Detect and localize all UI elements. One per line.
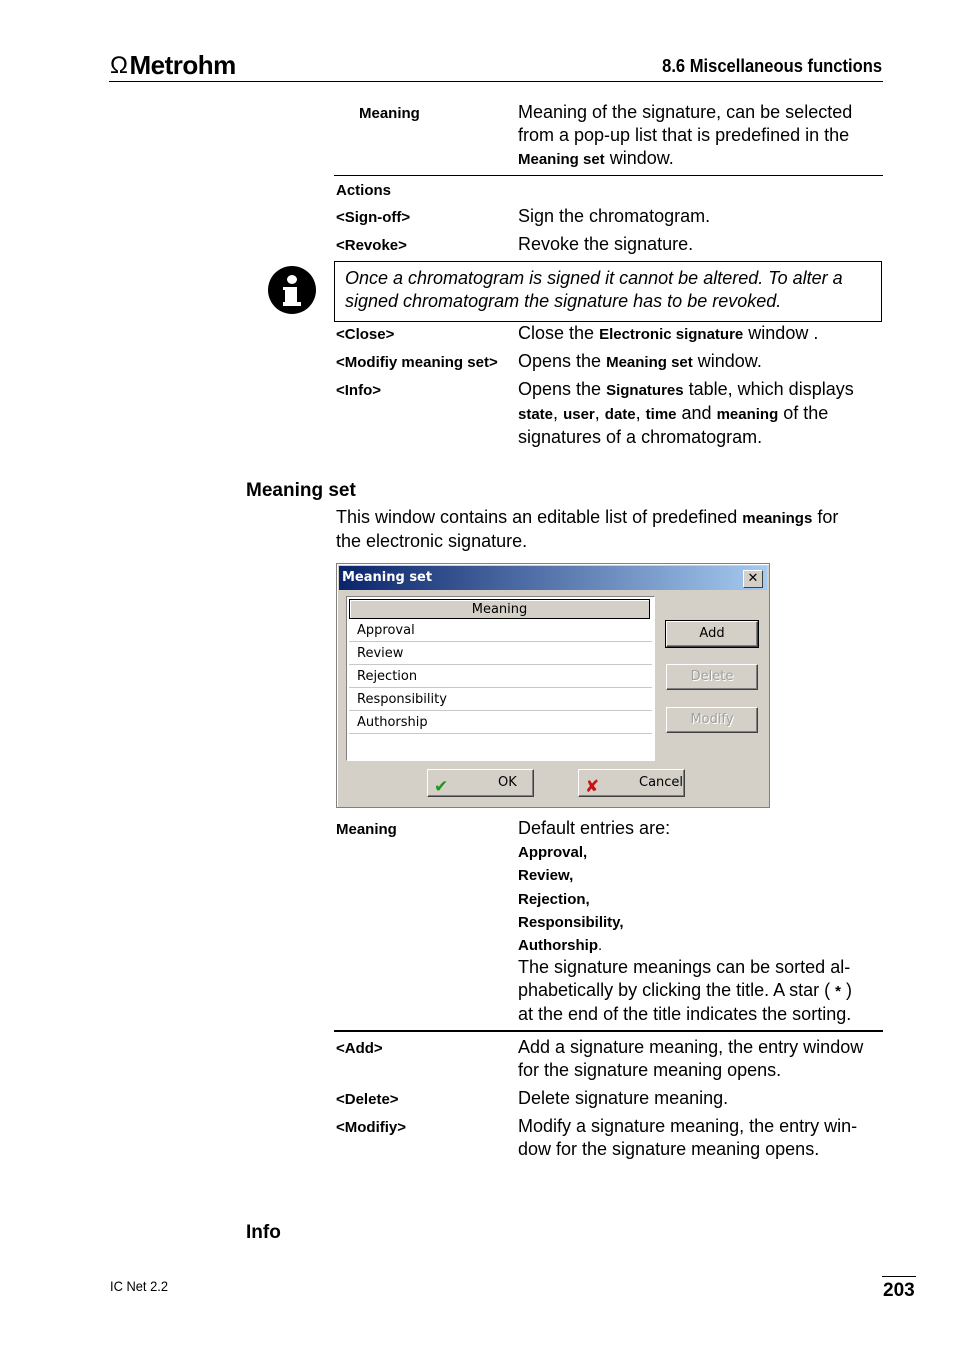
meaning-desc: Meaning of the signature, can be selected from a pop-up list that is predefined in the Meaning set window. [518, 102, 853, 168]
default-entry: Approval, [518, 844, 588, 861]
ok-button[interactable] [427, 769, 534, 797]
note-text: Once a chromatogram is signed it cannot be altered. To alter a signed chromatogram the signature has to be revoked. [345, 268, 843, 311]
meaning-list[interactable] [346, 596, 655, 761]
dialog-titlebar [339, 566, 767, 590]
product-name: IC Net 2.2 [110, 1278, 168, 1294]
default-entry: Rejection, [518, 891, 590, 908]
delete-label: <Delete> [336, 1091, 399, 1108]
info-label: <Info> [336, 382, 382, 399]
actions-label: Actions [336, 182, 392, 199]
sort-text: The signature meanings can be sorted al- phabetically by clicking the title. A star ( * ) at the end of the title indicates the sorting. [518, 957, 853, 1024]
add-label: <Add> [336, 1040, 383, 1057]
meaning-label: Meaning [359, 105, 420, 122]
list-item[interactable]: Approval [349, 620, 652, 642]
signoff-desc: Sign the chromatogram. [518, 206, 711, 226]
meaning-label-2: Meaning [336, 821, 397, 838]
page-number: 203 [883, 1280, 915, 1301]
modify-button[interactable]: Modify [666, 707, 758, 733]
divider [334, 1030, 883, 1032]
cancel-button[interactable] [578, 769, 685, 797]
add-desc: Add a signature meaning, the entry window for the signature meaning opens. [518, 1037, 864, 1080]
header-rule [109, 81, 883, 82]
ok-label: OK [498, 775, 517, 790]
check-icon: ✔ [434, 777, 449, 797]
delete-button[interactable]: Delete [666, 664, 758, 690]
modify-set-label: <Modifiy meaning set> [336, 354, 498, 371]
modify-desc: Modify a signature meaning, the entry win- dow for the signature meaning opens. [518, 1116, 858, 1159]
add-button[interactable]: Add [666, 621, 758, 647]
close-label: <Close> [336, 326, 395, 343]
section-title: 8.6 Miscellaneous functions [662, 56, 882, 76]
signoff-label: <Sign-off> [336, 209, 411, 226]
meaning-set-dialog [336, 563, 770, 808]
list-item[interactable]: Responsibility [349, 689, 652, 711]
info-icon [268, 266, 316, 314]
modify-label: <Modifiy> [336, 1119, 407, 1136]
brand-logo [110, 50, 236, 81]
cancel-label: Cancel [639, 775, 684, 790]
default-entry: Responsibility, [518, 914, 624, 931]
revoke-label: <Revoke> [336, 237, 407, 254]
note-box [334, 261, 882, 322]
list-item[interactable]: Rejection [349, 666, 652, 688]
default-entry: Review, [518, 867, 574, 884]
close-desc: Close the Electronic signature window . [518, 323, 819, 343]
meaning-set-intro: This window contains an editable list of predefined meanings for the electronic signature. [336, 507, 839, 551]
info-heading: Info [246, 1222, 281, 1243]
close-icon[interactable]: ✕ [743, 570, 763, 588]
default-intro: Default entries are: [518, 818, 671, 838]
delete-desc: Delete signature meaning. [518, 1088, 729, 1108]
cross-icon: ✘ [585, 777, 600, 797]
dialog-title: Meaning set [342, 570, 433, 585]
omega-icon: Ω [110, 51, 128, 79]
revoke-desc: Revoke the signature. [518, 234, 694, 254]
meaning-set-heading: Meaning set [246, 480, 356, 501]
list-item[interactable]: Review [349, 643, 652, 665]
column-header-meaning[interactable]: Meaning [349, 599, 650, 619]
modify-set-desc: Opens the Meaning set window. [518, 351, 762, 371]
default-entry: Authorship. [518, 937, 603, 954]
brand-name: Metrohm [129, 50, 236, 80]
list-item[interactable]: Authorship [349, 712, 652, 734]
divider [334, 175, 883, 176]
page-rule [882, 1276, 916, 1277]
info-desc: Opens the Signatures table, which displays state, user, date, time and meaning of the signatures of a chromatogram. [518, 379, 854, 447]
